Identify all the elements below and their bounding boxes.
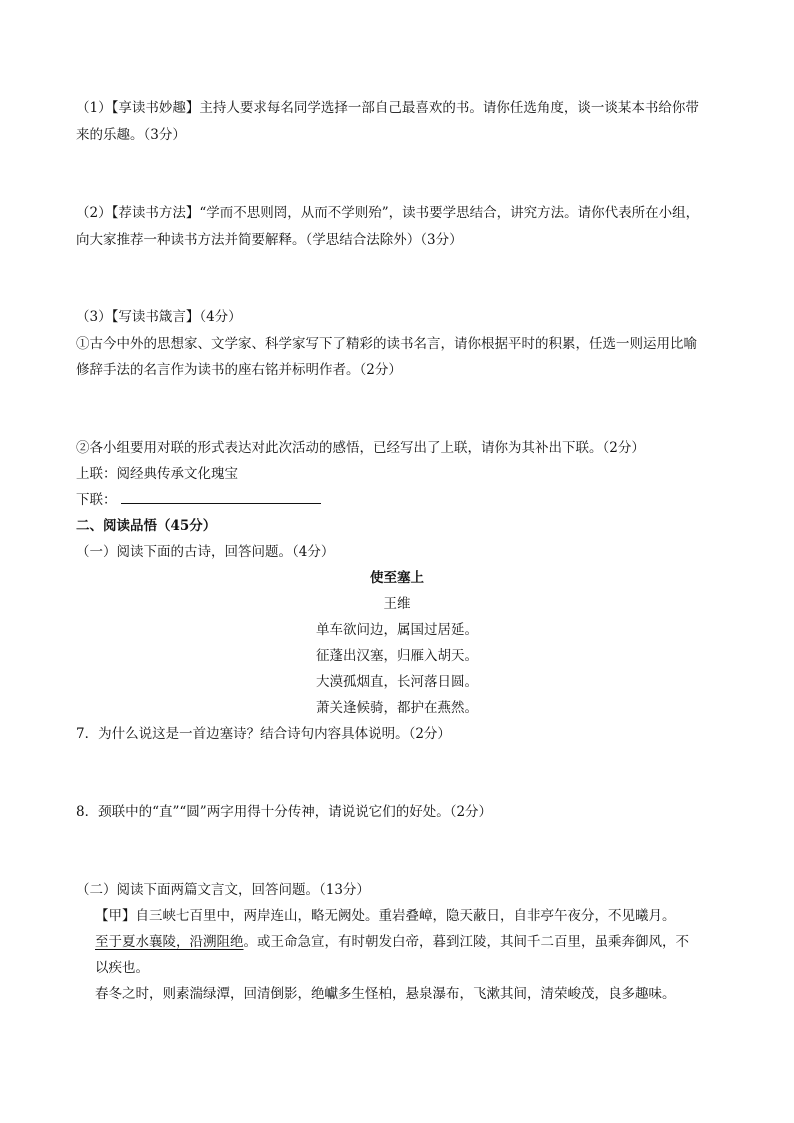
poem-line-2: 征蓬出汉塞，归雁入胡天。 [316, 648, 478, 664]
answer-blank[interactable] [121, 489, 321, 504]
couplet-lower [76, 487, 724, 513]
passage-jia-line-3: 以疾也。 [95, 960, 149, 976]
poem-author: 王维 [383, 596, 411, 612]
q1-line-2: 来的乐趣。（3分） [76, 127, 186, 143]
section-2-title: 二、阅读品悟（45分） [76, 518, 217, 534]
question-7: 7．为什么说这是一首边塞诗？结合诗句内容具体说明。（2分） [76, 726, 451, 742]
part-1-instruction: （一）阅读下面的古诗，回答问题。（4分） [76, 544, 335, 560]
poem-line-1: 单车欲问边，属国过居延。 [316, 622, 478, 638]
poem-line-3: 大漠孤烟直，长河落日圆。 [316, 674, 478, 690]
q2-line-1: （2）【荐读书方法】“学而不思则罔，从而不学则殆”，读书要学思结合，讲究方法。请你代表所在小组， [76, 205, 700, 221]
q3-sub2-line-1: ②各小组要用对联的形式表达对此次活动的感悟，已经写出了上联，请你为其补出下联。（2分） [76, 440, 645, 456]
question-8: 8．颈联中的“直”“圆”两字用得十分传神，请说说它们的好处。（2分） [76, 804, 493, 820]
passage-jia-line-1: 【甲】自三峡七百里中，两岸连山，略无阙处。重岩叠嶂，隐天蔽日，自非亭午夜分，不见曦月。 [95, 908, 676, 924]
passage-jia-line-2-rest: 。或王命急宣，有时朝发白帝，暮到江陵，其间千二百里，虽乘奔御风，不 [243, 934, 689, 950]
poem-line-4: 萧关逢候骑，都护在燕然。 [316, 700, 478, 716]
q3-title: （3）【写读书箴言】（4分） [76, 309, 242, 325]
underlined-sentence: 至于夏水襄陵，沿溯阻绝 [95, 934, 244, 950]
couplet-upper: 上联：阅经典传承文化瑰宝 [76, 466, 238, 482]
q1-line-1: （1）【享读书妙趣】主持人要求每名同学选择一部自己最喜欢的书。请你任选角度，谈一谈某本书给你带 [76, 100, 699, 116]
passage-jia-line-4: 春冬之时，则素湍绿潭，回清倒影，绝巘多生怪柏，悬泉瀑布，飞漱其间，清荣峻茂，良多趣味。 [95, 986, 676, 1002]
passage-jia-line-2 [95, 929, 724, 955]
part-2-instruction: （二）阅读下面两篇文言文，回答问题。（13分） [76, 882, 370, 898]
q2-line-2: 向大家推荐一种读书方法并简要解释。（学思结合法除外）（3分） [76, 232, 463, 248]
poem-title: 使至塞上 [370, 570, 424, 586]
q3-sub1-line-1: ①古今中外的思想家、文学家、科学家写下了精彩的读书名言，请你根据平时的积累，任选一则运用比喻 [76, 336, 697, 352]
q3-sub1-line-2: 修辞手法的名言作为读书的座右铭并标明作者。（2分） [76, 362, 402, 378]
couplet-lower-label: 下联： [76, 492, 117, 508]
